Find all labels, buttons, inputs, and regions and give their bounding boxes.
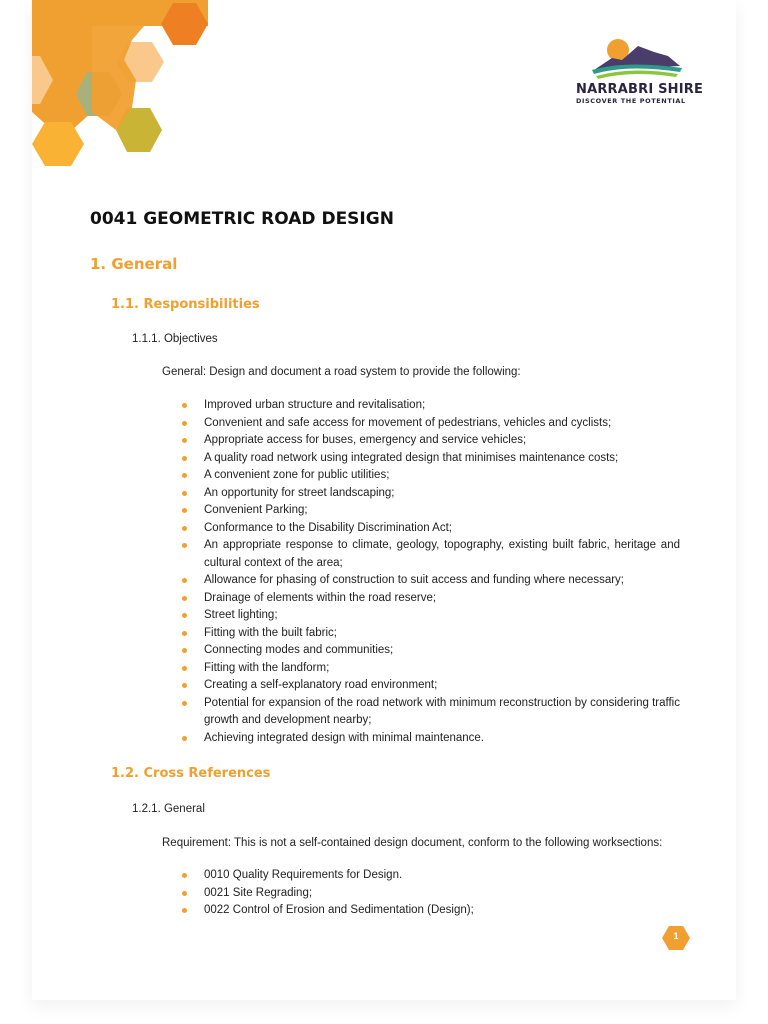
page-number-badge [662,926,690,950]
bullet-text: 0010 Quality Requirements for Design. [204,869,403,881]
bullet-dot-icon [182,683,187,688]
bullet-text: An appropriate response to climate, geology, topography, existing built fabric, heritage and cultural context of the area; [204,539,680,569]
bullet-dot-icon [182,873,187,878]
bullet-dot-icon [182,421,187,426]
document-title: 0041 GEOMETRIC ROAD DESIGN [90,209,394,229]
bullet-text: Fitting with the landform; [204,661,330,674]
bullet-dot-icon [182,631,187,636]
bullet-text: Allowance for phasing of construction to suit access and funding where necessary; [204,574,624,586]
subsubsection-heading-general: 1.2.1. General [132,803,205,815]
bullet-text: Creating a self-explanatory road environment; [204,679,438,691]
bullet-item [180,695,680,730]
bullet-item [180,867,680,885]
hexagon-shape [32,122,84,166]
bullet-item [180,730,680,748]
bullet-dot-icon [182,596,187,601]
bullet-dot-icon [182,456,187,461]
bullet-text: Street lighting; [204,609,278,621]
bullet-text: Appropriate access for buses, emergency and service vehicles; [204,434,527,446]
bullet-item [180,885,680,903]
bullet-text: Fitting with the built fabric; [204,626,337,639]
bullet-item [180,660,680,678]
bullet-text: Connecting modes and communities; [204,644,394,656]
bullet-item [180,485,680,503]
bullet-dot-icon [182,508,187,513]
bullet-item [180,450,680,468]
bullet-item [180,642,680,660]
hexagon-decoration [32,0,212,170]
bullet-dot-icon [182,908,187,913]
bullet-item [180,520,680,538]
bullet-text: Convenient and safe access for movement of pedestrians, vehicles and cyclists; [204,416,612,429]
bullet-dot-icon [182,736,187,741]
section-heading-general: 1. General [90,255,178,273]
bullet-item [180,537,680,572]
bullet-item [180,397,680,415]
bullet-text: Improved urban structure and revitalisation; [204,399,426,411]
bullet-item [180,607,680,625]
bullet-text: 0021 Site Regrading; [204,886,313,899]
bullet-item [180,677,680,695]
logo-tagline: DISCOVER THE POTENTIAL [576,97,686,105]
subsubsection-heading-objectives: 1.1.1. Objectives [132,333,218,345]
bullet-dot-icon [182,526,187,531]
bullet-text: Drainage of elements within the road reserve; [204,591,437,604]
cross-references-intro-paragraph: Requirement: This is not a self-contained design document, conform to the following worksections: [162,837,663,849]
bullet-dot-icon [182,438,187,443]
bullet-text: A convenient zone for public utilities; [204,469,390,481]
subsection-heading-responsibilities: 1.1. Responsibilities [111,297,260,312]
bullet-item [180,415,680,433]
page-number: 1 [673,931,679,941]
worksections-bullet-list [180,867,680,920]
subsection-heading-cross-references: 1.2. Cross References [111,766,271,781]
bullet-item [180,432,680,450]
bullet-dot-icon [182,613,187,618]
bullet-item [180,502,680,520]
bullet-item [180,902,680,920]
bullet-text: 0022 Control of Erosion and Sedimentation (Design); [204,904,474,916]
bullet-item [180,625,680,643]
bullet-dot-icon [182,648,187,653]
bullet-text: Achieving integrated design with minimal maintenance. [204,731,484,744]
bullet-text: Potential for expansion of the road network with minimum reconstruction by considering traffic growth and development nearby; [204,696,680,726]
bullet-dot-icon [182,666,187,671]
landscape-logo-icon [576,36,700,80]
bullet-item [180,467,680,485]
bullet-dot-icon [182,701,187,706]
bullet-text: Convenient Parking; [204,504,308,516]
bullet-text: A quality road network using integrated design that minimises maintenance costs; [204,451,619,464]
bullet-text: Conformance to the Disability Discrimination Act; [204,521,452,534]
bullet-dot-icon [182,473,187,478]
bullet-item [180,572,680,590]
bullet-dot-icon [182,578,187,583]
logo-wordmark: NARRABRI SHIRE [576,82,704,97]
bullet-dot-icon [182,891,187,896]
bullet-item [180,590,680,608]
bullet-dot-icon [182,491,187,496]
objectives-bullet-list [180,397,680,747]
bullet-dot-icon [182,403,187,408]
narrabri-shire-logo [576,36,704,105]
objectives-intro-paragraph: General: Design and document a road system to provide the following: [162,366,521,378]
bullet-dot-icon [182,543,187,548]
bullet-text: An opportunity for street landscaping; [204,486,395,499]
